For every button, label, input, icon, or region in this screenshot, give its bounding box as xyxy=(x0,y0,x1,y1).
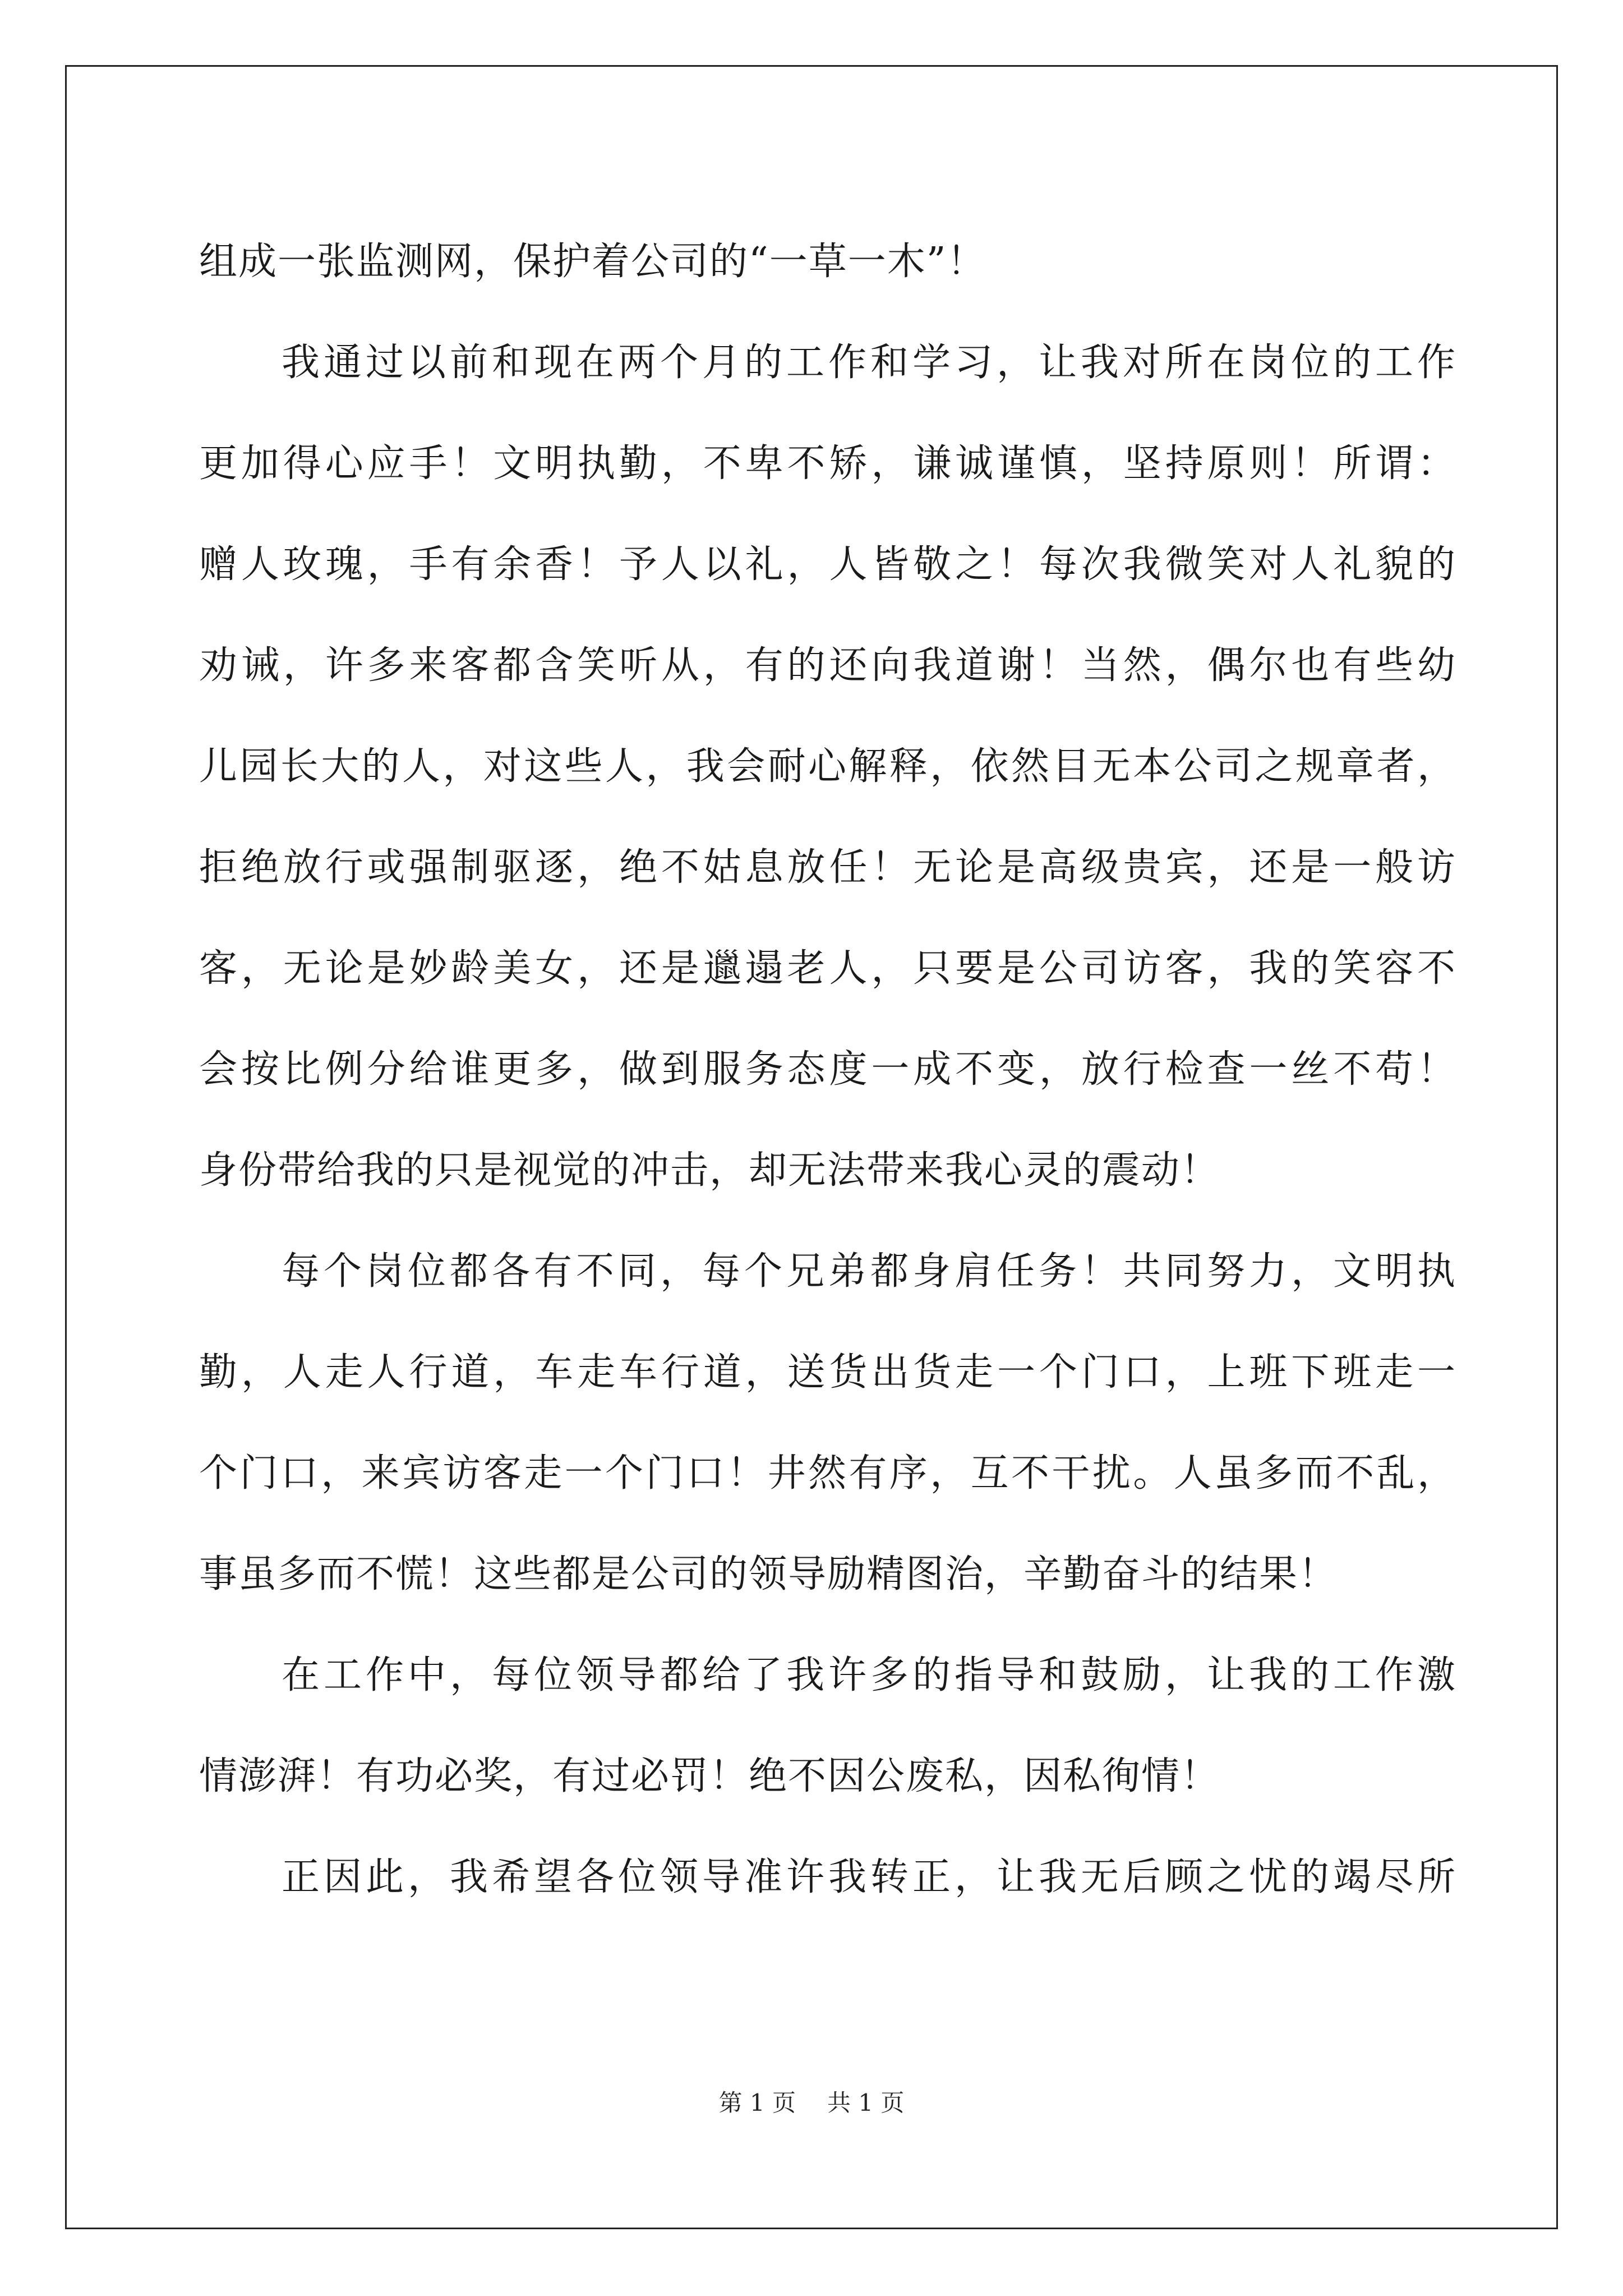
text-line xyxy=(199,1015,1459,1116)
text-line xyxy=(199,914,1459,1015)
text-line xyxy=(199,1318,1459,1419)
text-line-content: 在工作中，每位领导都给了我许多的指导和鼓励，让我的工作激 xyxy=(282,1653,1459,1697)
text-line xyxy=(199,1217,1459,1318)
text-line xyxy=(199,409,1459,510)
text-line-content: 客，无论是妙龄美女，还是邋遢老人，只要是公司访客，我的笑容不 xyxy=(199,946,1459,991)
text-line xyxy=(199,1621,1459,1722)
text-line-content: 勤，人走人行道，车走车行道，送货出货走一个门口，上班下班走一 xyxy=(199,1350,1459,1395)
text-line-content: 会按比例分给谁更多，做到服务态度一成不变，放行检查一丝不苟！ xyxy=(199,1047,1459,1092)
text-line-content: 正因此，我希望各位领导准许我转正，让我无后顾之忧的竭尽所 xyxy=(282,1855,1459,1899)
text-line xyxy=(199,208,1455,309)
text-line-content: 组成一张监测网，保护着公司的“一草一木”！ xyxy=(199,239,986,284)
text-line xyxy=(199,712,1458,813)
page-footer xyxy=(0,2085,1623,2118)
text-line xyxy=(199,1419,1458,1520)
text-line xyxy=(199,309,1459,409)
text-line-content: 劝诫，许多来客都含笑听从，有的还向我道谢！当然，偶尔也有些幼 xyxy=(199,643,1459,688)
text-line xyxy=(199,611,1459,712)
text-line xyxy=(199,813,1459,914)
text-line-content: 事虽多而不慌！这些都是公司的领导励精图治，辛勤奋斗的结果！ xyxy=(199,1552,1338,1596)
text-line xyxy=(199,510,1459,611)
text-line-content: 身份带给我的只是视觉的冲击，却无法带来我心灵的震动！ xyxy=(199,1148,1220,1193)
text-line-content: 每个岗位都各有不同，每个兄弟都身肩任务！共同努力，文明执 xyxy=(282,1249,1459,1294)
text-line xyxy=(199,1116,1455,1217)
text-line xyxy=(199,1520,1455,1621)
text-line-content: 个门口，来宾访客走一个门口！井然有序，互不干扰。人虽多而不乱， xyxy=(199,1451,1458,1496)
text-line xyxy=(199,1823,1459,1924)
page-total: 共 1 页 xyxy=(827,2089,905,2116)
text-line-content: 更加得心应手！文明执勤，不卑不矫，谦诚谨慎，坚持原则！所谓： xyxy=(199,441,1459,486)
text-line-content: 情澎湃！有功必奖，有过必罚！绝不因公废私，因私徇情！ xyxy=(199,1754,1220,1798)
text-line-content: 赠人玫瑰，手有余香！予人以礼，人皆敬之！每次我微笑对人礼貌的 xyxy=(199,542,1459,587)
page-number: 第 1 页 xyxy=(718,2089,796,2116)
text-line-content: 儿园长大的人，对这些人，我会耐心解释，依然目无本公司之规章者， xyxy=(199,744,1458,789)
text-line-content: 我通过以前和现在两个月的工作和学习，让我对所在岗位的工作 xyxy=(282,340,1459,385)
document-body xyxy=(199,208,1459,1924)
text-line-content: 拒绝放行或强制驱逐，绝不姑息放任！无论是高级贵宾，还是一般访 xyxy=(199,845,1459,890)
text-line xyxy=(199,1722,1455,1823)
